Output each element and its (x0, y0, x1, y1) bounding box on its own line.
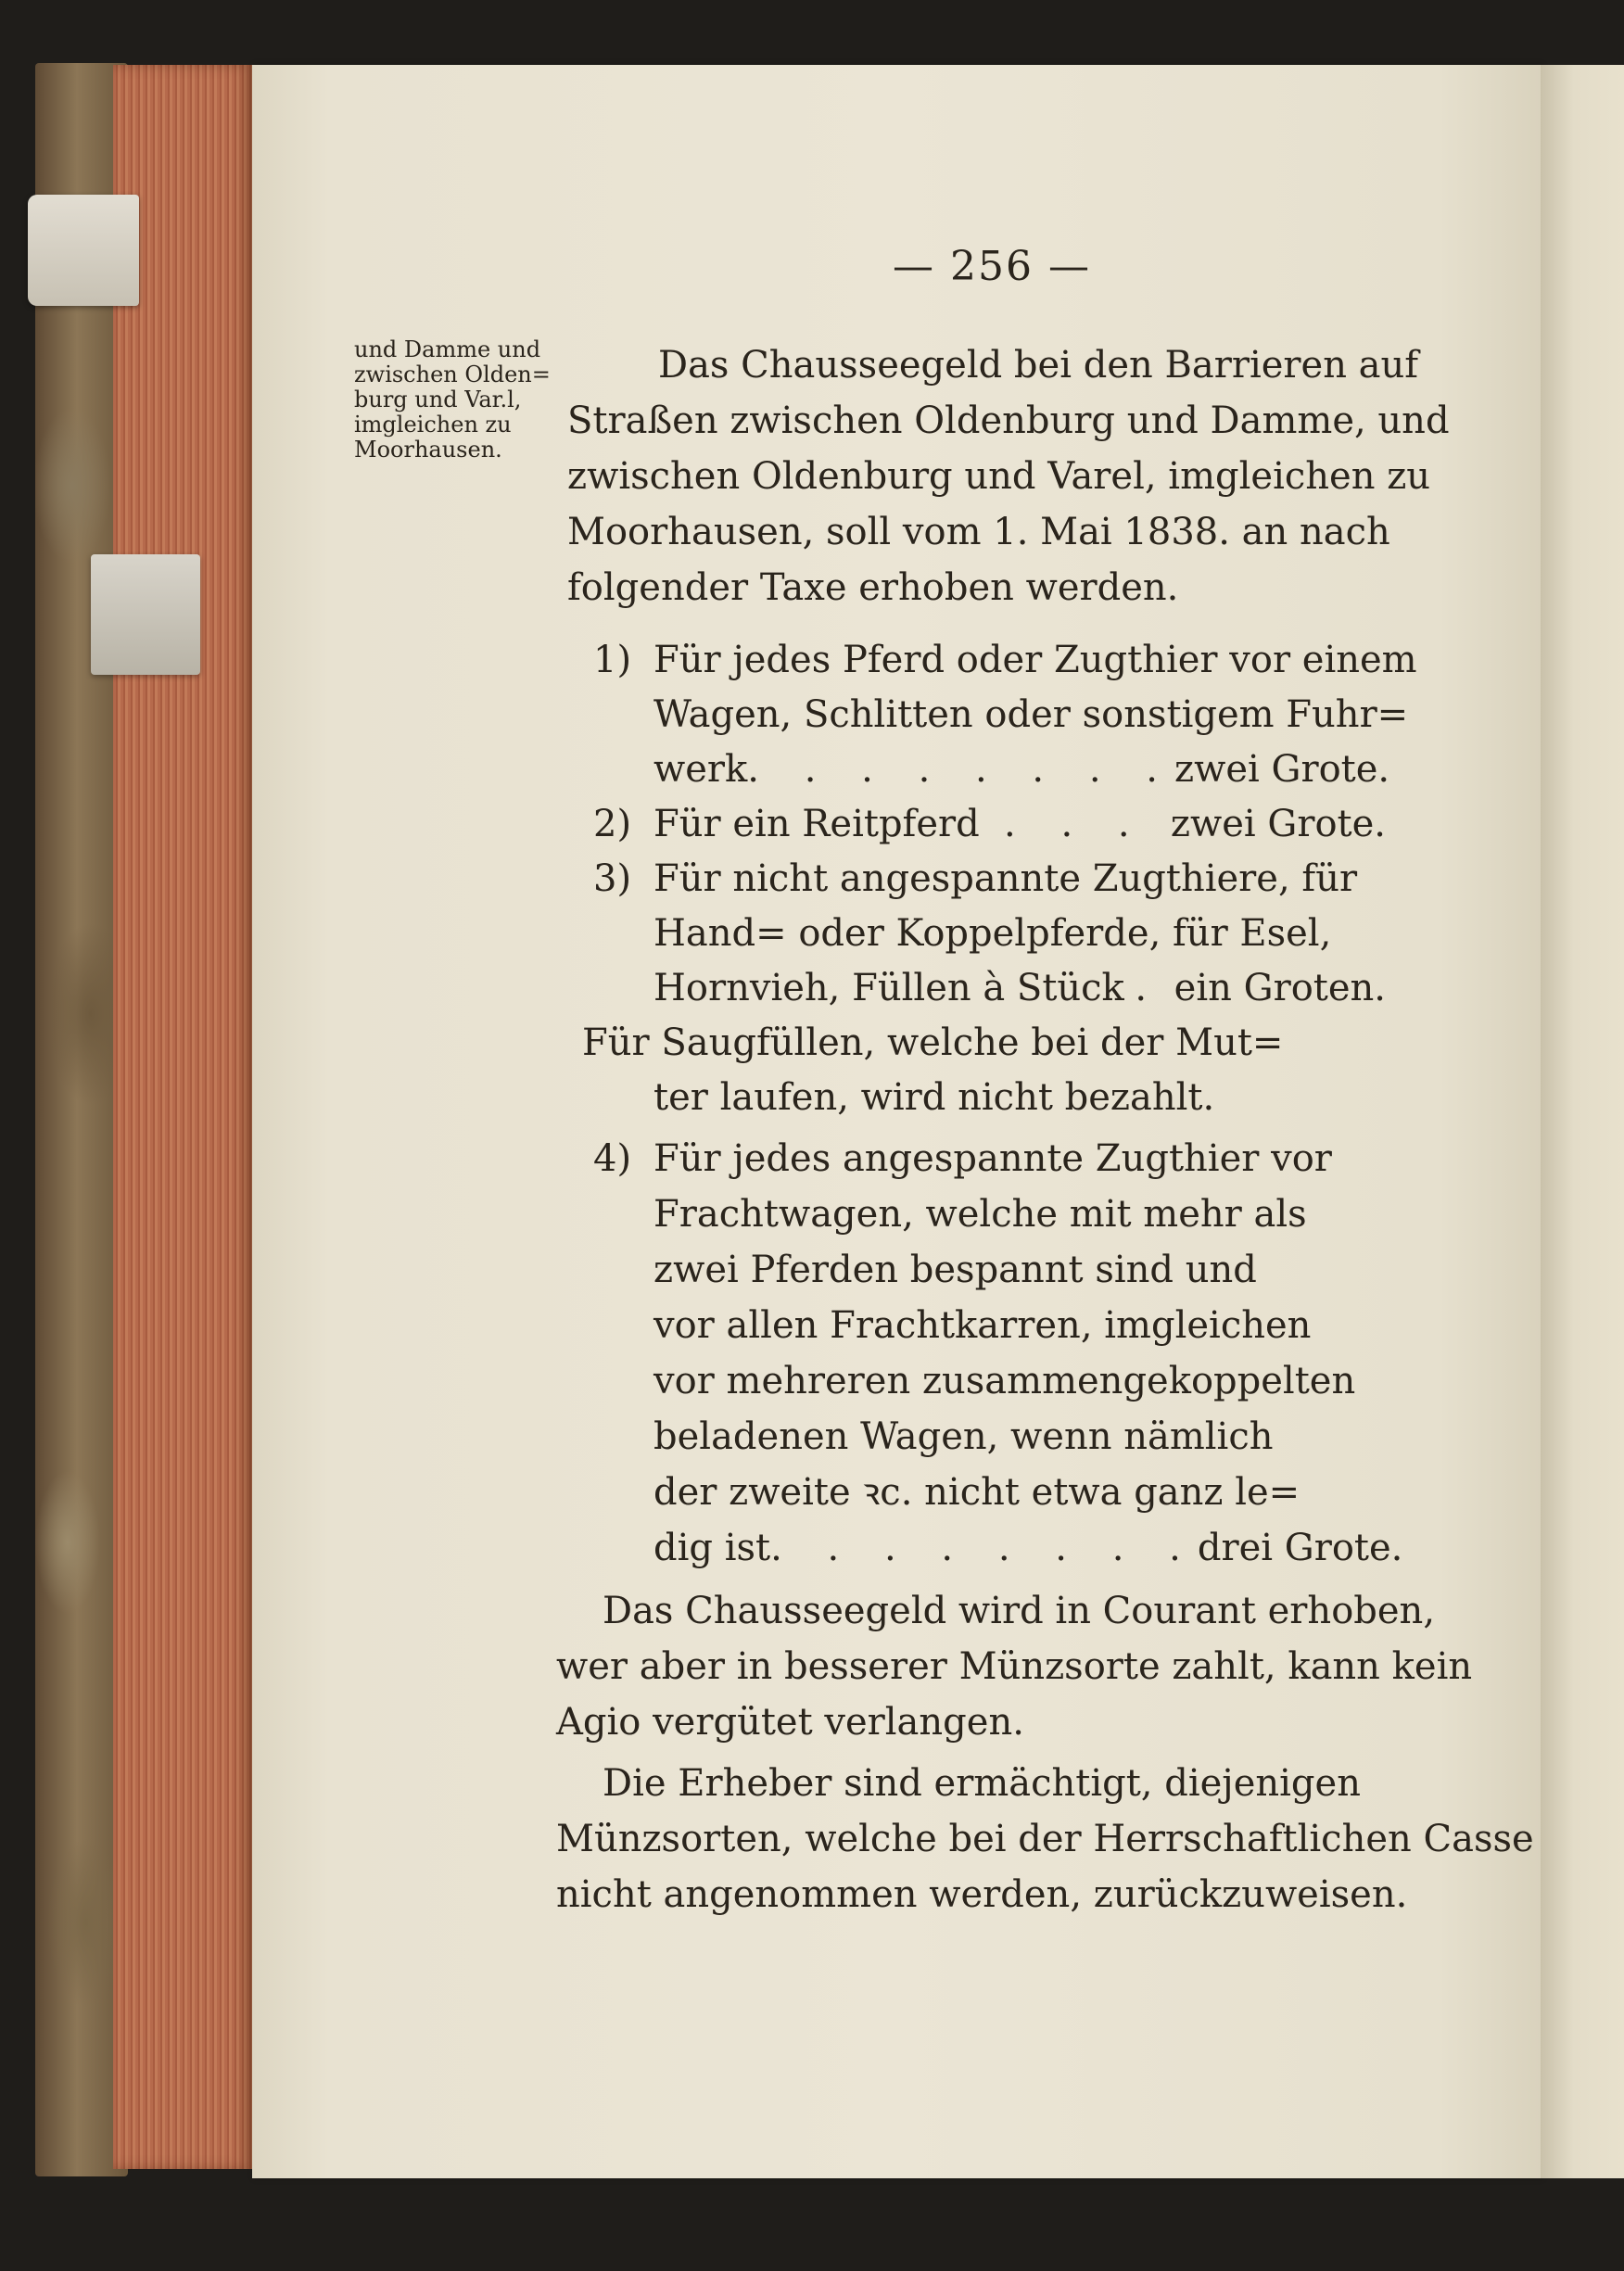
item-price: zwei Grote. (1170, 803, 1386, 845)
price-line (653, 1524, 1403, 1572)
leader-dots: . . . (1004, 803, 1147, 845)
text-line: Frachtwagen, welche mit mehr als (653, 1193, 1307, 1236)
bookmark-tab (91, 554, 200, 675)
margin-note-line: und Damme und (354, 336, 541, 362)
text-line: nicht angenommen werden, zurückzuweisen. (556, 1873, 1408, 1916)
text-line: zwei Pferden bespannt sind und (653, 1249, 1257, 1291)
item-price: drei Grote. (1197, 1527, 1403, 1569)
text-line: Für Saugfüllen, welche bei der Mut= (582, 1021, 1284, 1064)
margin-note-line: Moorhausen. (354, 437, 502, 463)
item-text: Für ein Reitpferd (653, 803, 980, 845)
page-number: — 256 — (893, 243, 1091, 290)
facing-page-edge (1541, 65, 1624, 2178)
text-line: wer aber in besserer Münzsorte zahlt, kann kein (556, 1645, 1473, 1688)
margin-note-line: imgleichen zu (354, 412, 512, 438)
item-text: Hornvieh, Füllen à Stück (653, 967, 1124, 1009)
leader-dots: . . . . . . . . (747, 748, 1175, 791)
margin-note-line: zwischen Olden= (354, 362, 551, 387)
item-text: werk (653, 748, 748, 791)
text-line: Agio vergütet verlangen. (556, 1701, 1024, 1744)
price-line (653, 800, 1386, 848)
text-line: Die Erheber sind ermächtigt, diejenigen (603, 1762, 1361, 1805)
leader-dots: . (1135, 967, 1164, 1009)
text-line: zwischen Oldenburg und Varel, imgleichen zu (567, 455, 1431, 498)
item-price: ein Groten. (1174, 967, 1386, 1009)
text-line: Das Chausseegeld wird in Courant erhoben, (603, 1590, 1436, 1632)
page-edges (113, 65, 252, 2169)
leader-dots: . . . . . . . . (770, 1527, 1198, 1569)
text-line: Für nicht angespannte Zugthiere, für (653, 857, 1358, 900)
text-line: Hand= oder Koppelpferde, für Esel, (653, 912, 1332, 955)
price-line (653, 964, 1386, 1012)
text-line: Für jedes angespannte Zugthier vor (653, 1137, 1332, 1180)
item-price: zwei Grote. (1174, 748, 1390, 791)
text-line: Wagen, Schlitten oder sonstigem Fuhr= (653, 693, 1409, 736)
text-line: beladenen Wagen, wenn nämlich (653, 1415, 1274, 1458)
text-line: vor mehreren zusammengekoppelten (653, 1360, 1356, 1402)
item-text: dig ist (653, 1527, 771, 1569)
item-number: 2) (593, 803, 632, 845)
bookmark-tab (28, 195, 139, 306)
margin-note-line: burg und Var.l, (354, 387, 522, 412)
item-number: 1) (593, 639, 632, 681)
text-line: folgender Taxe erhoben werden. (567, 566, 1179, 609)
text-line: Straßen zwischen Oldenburg und Damme, und (567, 400, 1450, 442)
item-number: 3) (593, 857, 632, 900)
text-line: Das Chausseegeld bei den Barrieren auf (658, 344, 1419, 387)
item-number: 4) (593, 1137, 632, 1180)
text-line: vor allen Frachtkarren, imgleichen (653, 1304, 1312, 1347)
price-line (653, 745, 1390, 793)
text-line: Münzsorten, welche bei der Herrschaftlichen Casse (556, 1818, 1534, 1860)
text-line: der zweite ꝛc. nicht etwa ganz le= (653, 1471, 1300, 1514)
text-line: Moorhausen, soll vom 1. Mai 1838. an nach (567, 511, 1390, 553)
text-line: Für jedes Pferd oder Zugthier vor einem (653, 639, 1417, 681)
text-line: ter laufen, wird nicht bezahlt. (653, 1076, 1215, 1119)
